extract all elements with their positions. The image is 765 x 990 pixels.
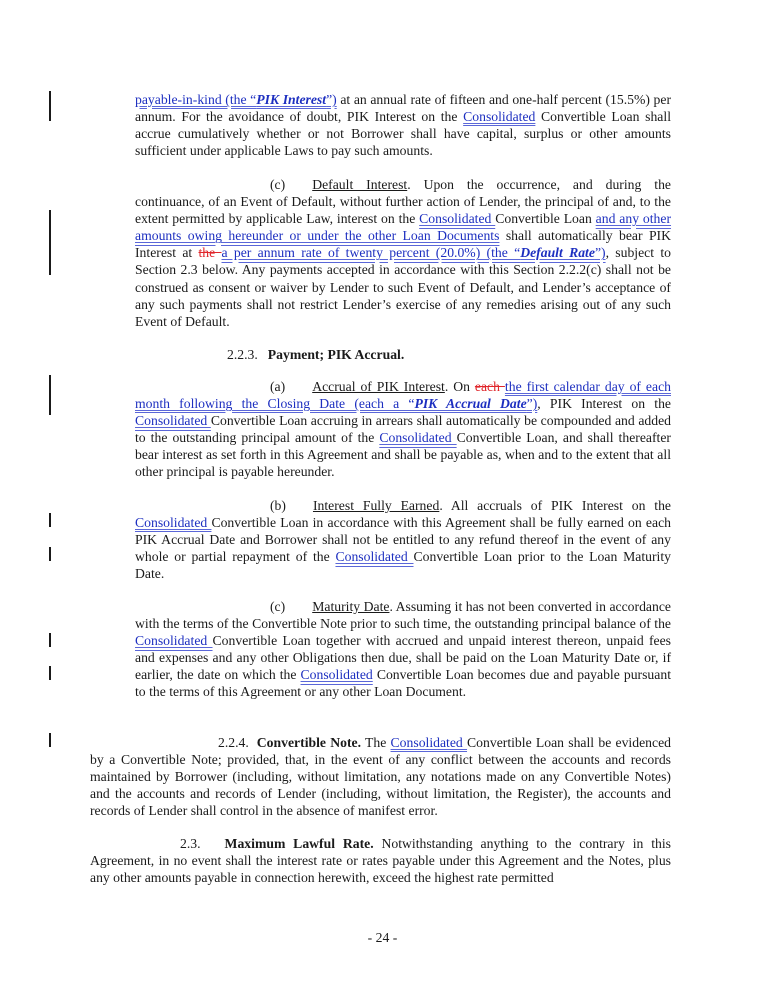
inserted-text: Consolidated <box>300 667 373 683</box>
body-text: The <box>361 735 391 750</box>
change-bar <box>49 210 51 275</box>
clause-title: Interest Fully Earned <box>312 498 440 513</box>
clause-title: Maturity Date <box>312 599 390 614</box>
inserted-text: ”) <box>594 245 606 261</box>
defined-term: Default Rate <box>520 245 595 261</box>
deleted-text: the <box>198 245 222 261</box>
paragraph-convertible-note <box>90 734 671 819</box>
inserted-text: Consolidated <box>135 413 211 429</box>
paragraph-default-interest <box>135 176 671 330</box>
body-text: Convertible Loan in accordance with this Agreement shall be fully earned on each PIK Accrual Date and Borrower shall not be entitled to any refund thereof in the event of any whole or partial repayment of the <box>135 515 671 565</box>
inserted-text: Consolidated <box>335 549 414 565</box>
page-number: - 24 - <box>367 930 398 945</box>
section-heading <box>227 346 404 363</box>
inserted-text: a per annum rate of twenty percent (20.0%) (the “ <box>221 245 521 261</box>
body-text: , subject to Section 2.3 below. Any payments accepted in accordance with this Section 2.2.2(c) shall not be construed as consent or waiver by Lender to such Event of Default, and Lender’s acceptance of any such payments shall not restrict Lender’s exercise of any remedies arising out of any such Event of Default. <box>135 245 671 329</box>
body-text: Notwithstanding anything to the contrary in this Agreement, in no event shall the interest rate or rates payable under this Agreement and the Notes, plus any other amounts payable in connection herewith, exceed the highest rate permitted <box>90 836 671 886</box>
clause-number: (a) <box>270 379 286 394</box>
body-text: Convertible Loan shall be evidenced by a Convertible Note; provided, that, in the event of any conflict between the accounts and records maintained by Borrower (including, without limitation, any notations made on any Convertible Notes) and the accounts and records of Lender (including, without limitation, the Register), the accounts and records of Lender shall control in the absence of manifest error. <box>90 735 671 819</box>
paragraph-pik-interest <box>135 91 671 159</box>
inserted-text: payable-in-kind (the “ <box>135 92 257 107</box>
body-text: , PIK Interest on the <box>537 396 671 412</box>
change-bar <box>49 633 51 647</box>
body-text: Convertible Loan <box>495 211 596 227</box>
body-text: Convertible Loan, and shall thereafter bear interest as set forth in this Agreement and shall be payable as, when and to the extent that all other principal is payable hereunder. <box>135 430 671 480</box>
inserted-text: ”) <box>526 396 538 412</box>
body-text: shall automatically bear PIK Interest at <box>135 228 672 261</box>
body-text: Convertible Loan accruing in arrears shall automatically be compounded and added to the outstanding principal amount of the <box>135 413 671 446</box>
change-bar <box>49 733 51 747</box>
body-text: Convertible Loan together with accrued and unpaid interest thereon, unpaid fees and expenses and any other Obligations then due, shall be paid on the Loan Maturity Date or, if earlier, the date on which the <box>135 633 671 683</box>
inserted-text: Consolidated <box>379 430 457 446</box>
body-text: . All accruals of PIK Interest on the <box>439 498 671 513</box>
deleted-text: each <box>474 379 505 394</box>
body-text: Convertible Loan prior to the Loan Maturity Date. <box>135 549 672 582</box>
body-text: Convertible Loan becomes due and payable pursuant to the terms of this Agreement or any other Loan Document. <box>135 667 671 700</box>
inserted-text: Consolidated <box>419 211 496 227</box>
paragraph-maximum-lawful-rate <box>90 835 671 886</box>
paragraph-maturity-date <box>135 598 671 701</box>
clause-number: (c) <box>270 177 286 192</box>
paragraph-interest-fully-earned <box>135 497 671 582</box>
clause-number: (c) <box>270 599 286 614</box>
section-number: 2.2.4. <box>218 735 249 750</box>
section-title: Maximum Lawful Rate. <box>224 836 374 851</box>
section-number: 2.3. <box>180 836 201 851</box>
body-text: . Upon the occurrence, and during the continuance, of an Event of Default, without further action of Lender, the principal of and, to the extent permitted by applicable Law, interest on the <box>135 177 671 227</box>
inserted-text: ”) <box>326 92 337 107</box>
defined-term: PIK Accrual Date <box>414 396 527 412</box>
paragraph-accrual-of-pik-interest <box>135 378 671 481</box>
defined-term: PIK Interest <box>256 92 327 107</box>
inserted-text: Consolidated <box>135 633 213 649</box>
change-bar <box>49 375 51 415</box>
inserted-text: Consolidated <box>390 735 468 750</box>
section-title: Payment; PIK Accrual. <box>267 347 405 362</box>
inserted-text: Consolidated <box>463 109 536 125</box>
change-bar <box>49 513 51 527</box>
clause-title: Accrual of PIK Interest <box>312 379 445 394</box>
clause-title: Default Interest <box>312 177 408 192</box>
body-text: . On <box>444 379 475 394</box>
body-text: Convertible Loan shall accrue cumulatively whether or not Borrower shall have capital, surplus or other amounts sufficient under applicable Laws to pay such amounts. <box>135 109 671 159</box>
body-text: at an annual rate of fifteen and one-half percent (15.5%) per annum. For the avoidance of doubt, PIK Interest on the <box>135 92 672 125</box>
body-text: . Assuming it has not been converted in accordance with the terms of the Convertible Note prior to such time, the outstanding principal balance of the <box>135 599 671 632</box>
change-bar <box>49 91 51 121</box>
inserted-text: Consolidated <box>135 515 212 531</box>
section-title: Convertible Note. <box>256 735 362 750</box>
change-bar <box>49 547 51 561</box>
inserted-text: and any other amounts owing hereunder or under the other Loan Documents <box>135 211 672 244</box>
inserted-text: the first calendar day of each month following the Closing Date (each a “ <box>135 379 671 412</box>
change-bar <box>49 666 51 680</box>
section-number: 2.2.3. <box>227 347 258 362</box>
clause-number: (b) <box>270 498 286 513</box>
